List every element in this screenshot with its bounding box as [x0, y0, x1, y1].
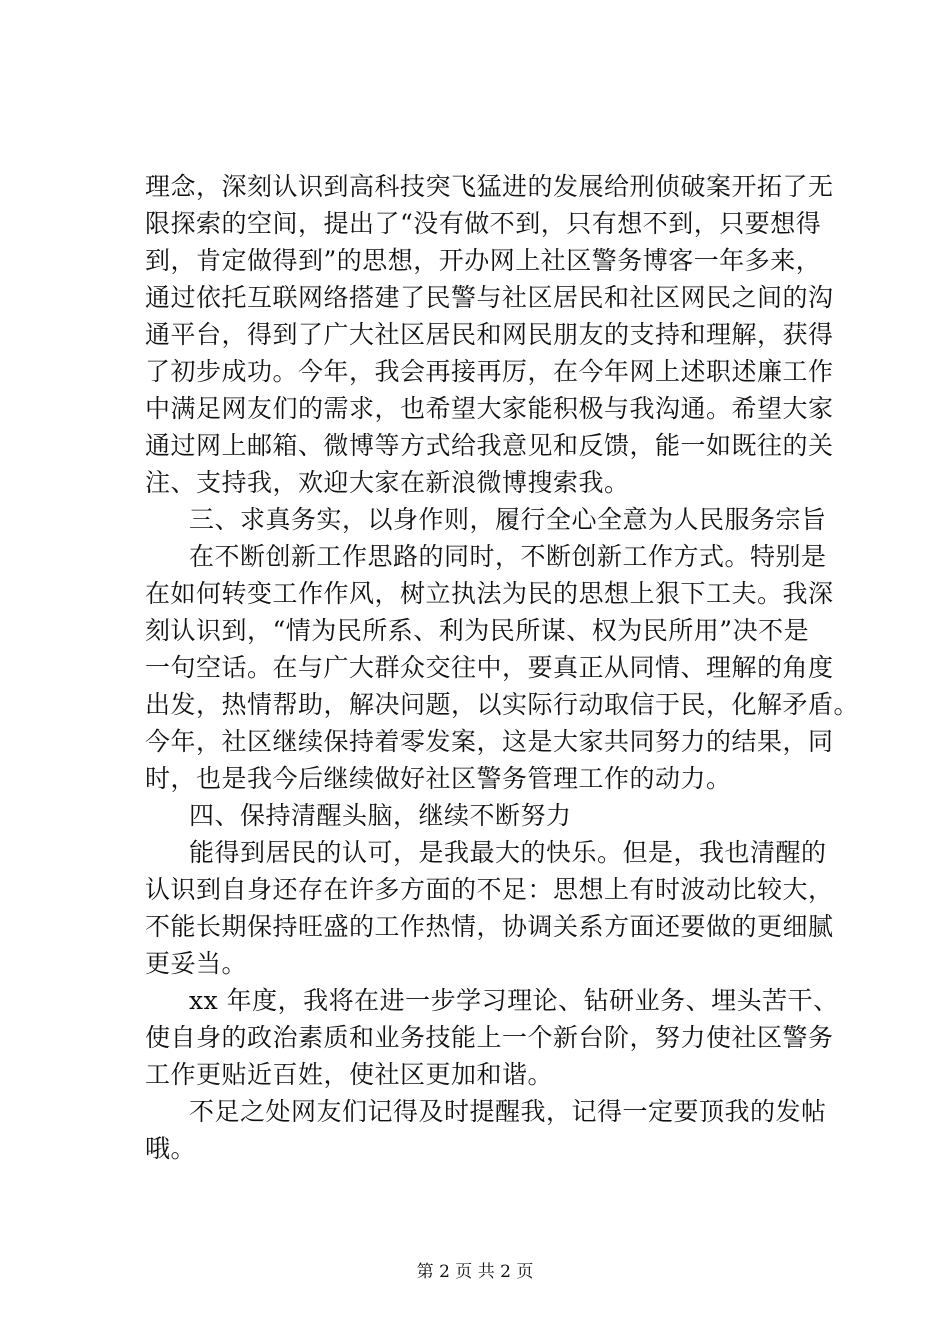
text-line: 了初步成功。今年，我会再接再厉，在今年网上述职述廉工作: [145, 357, 834, 386]
text-line: 使自身的政治素质和业务技能上一个新台阶，努力使社区警务: [145, 1023, 834, 1052]
text-line: 时，也是我今后继续做好社区警务管理工作的动力。: [145, 764, 732, 793]
text-line: 今年，社区继续保持着零发案，这是大家共同努力的结果，同: [145, 727, 834, 756]
text-line: 理念，深刻认识到高科技突飞猛进的发展给刑侦破案开拓了无: [145, 172, 834, 201]
page-number-footer: 第 2 页 共 2 页: [416, 1262, 534, 1282]
section-heading: 三、求真务实，以身作则，履行全心全意为人民服务宗旨: [189, 505, 827, 534]
text-line: 刻认识到，“情为民所系、利为民所谋、权为民所用”决不是: [145, 616, 810, 645]
text-line: 一句空话。在与广大群众交往中，要真正从同情、理解的角度: [145, 653, 834, 682]
text-line: 通过依托互联网络搭建了民警与社区居民和社区网民之间的沟: [145, 283, 834, 312]
paragraph-first-line: xx 年度，我将在进一步学习理论、钻研业务、埋头苦干、: [189, 986, 839, 1015]
text-line: 通平台，得到了广大社区居民和网民朋友的支持和理解，获得: [145, 320, 834, 349]
body-text: [145, 168, 860, 1167]
text-line: 工作更贴近百姓，使社区更加和谐。: [145, 1060, 554, 1089]
text-line: 认识到自身还存在许多方面的不足：思想上有时波动比较大，: [145, 875, 834, 904]
text-line: 限探索的空间，提出了“没有做不到，只有想不到，只要想得: [145, 209, 822, 238]
text-line: 哦。: [145, 1134, 197, 1163]
paragraph-first-line: 能得到居民的认可，是我最大的快乐。但是，我也清醒的: [189, 838, 827, 867]
text-line: 中满足网友们的需求，也希望大家能积极与我沟通。希望大家: [145, 394, 834, 423]
text-line: 注、支持我，欢迎大家在新浪微博搜索我。: [145, 468, 630, 497]
section-heading: 四、保持清醒头脑，继续不断努力: [189, 801, 572, 830]
paragraph-first-line: 在不断创新工作思路的同时，不断创新工作方式。特别是: [189, 542, 827, 571]
text-line: 出发，热情帮助，解决问题，以实际行动取信于民，化解矛盾。: [145, 690, 860, 719]
text-line: 到，肯定做得到”的思想，开办网上社区警务博客一年多来，: [145, 246, 822, 275]
text-line: 在如何转变工作作风，树立执法为民的思想上狠下工夫。我深: [145, 579, 834, 608]
text-line: 不能长期保持旺盛的工作热情，协调关系方面还要做的更细腻: [145, 912, 834, 941]
paragraph-first-line: 不足之处网友们记得及时提醒我，记得一定要顶我的发帖: [189, 1097, 827, 1126]
text-line: 更妥当。: [145, 949, 248, 978]
text-line: 通过网上邮箱、微博等方式给我意见和反馈，能一如既往的关: [145, 431, 834, 460]
